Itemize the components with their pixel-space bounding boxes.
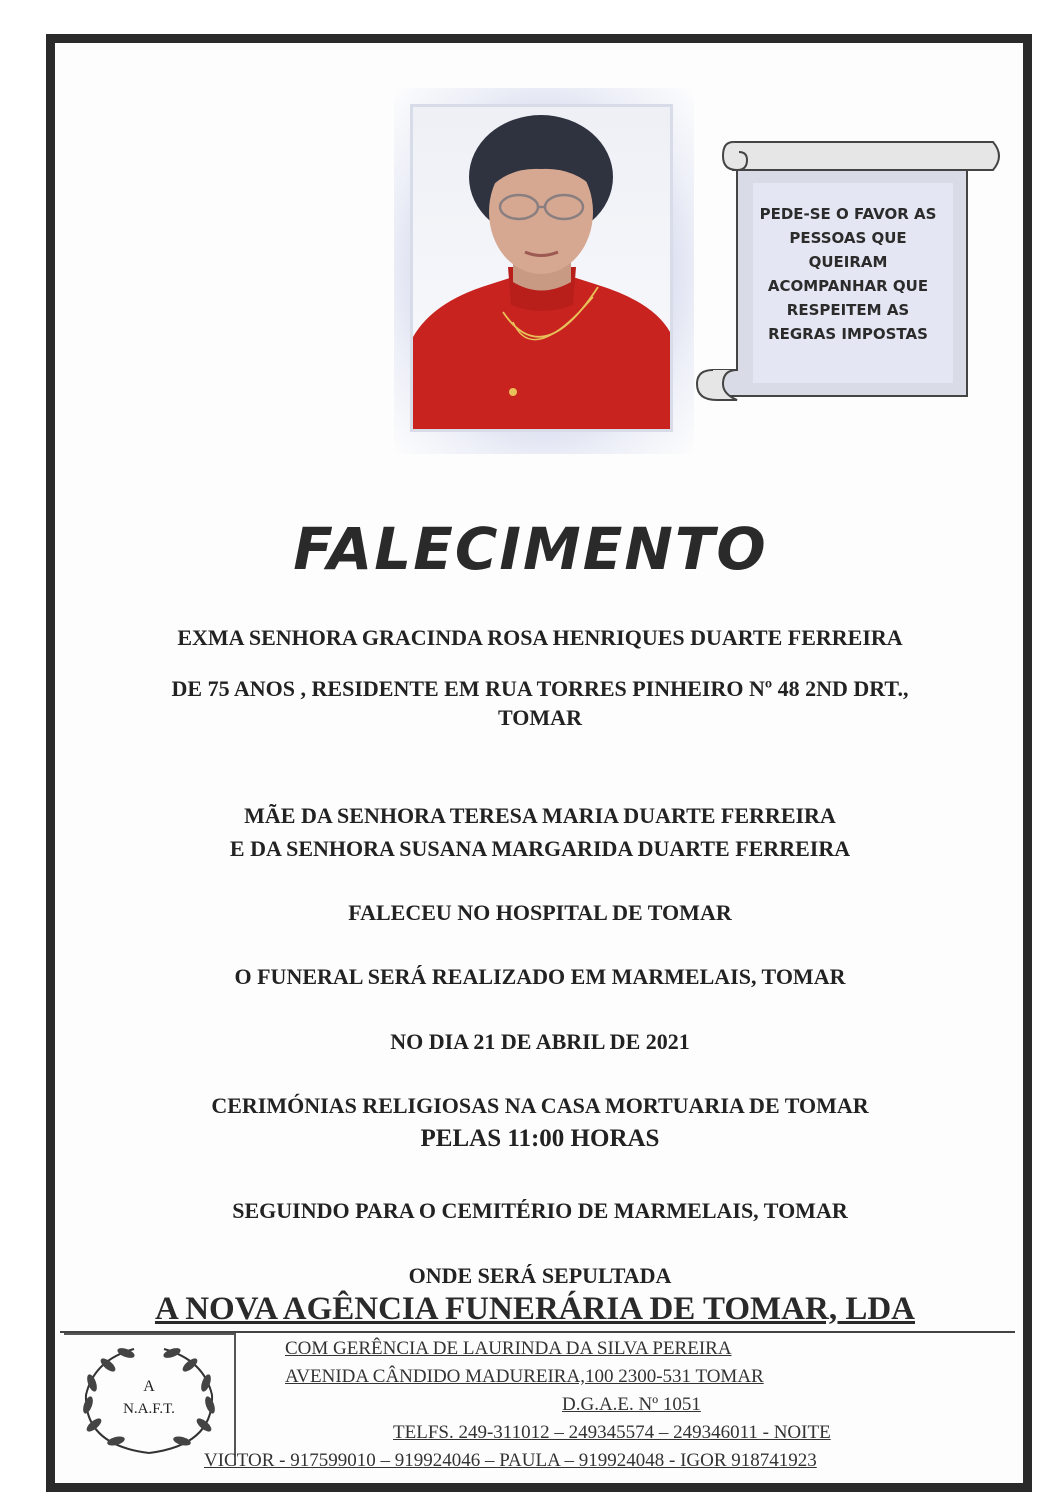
scroll-line: QUEIRAM (808, 253, 888, 271)
town-line: TOMAR (498, 705, 582, 730)
notice-heading: FALECIMENTO (293, 515, 768, 583)
burial-line: ONDE SERÁ SEPULTADA (408, 1263, 672, 1288)
agency-name: A NOVA AGÊNCIA FUNERÁRIA DE TOMAR, LDA (154, 1291, 916, 1327)
scroll-line: PESSOAS QUE (789, 229, 907, 247)
phones-line: TELFS. 249-311012 – 249345574 – 249346011 - NOITE (393, 1422, 831, 1443)
scroll-line: ACOMPANHAR QUE (767, 277, 929, 295)
ceremony-time-line: PELAS 11:00 HORAS (420, 1125, 660, 1152)
contacts-line: VICTOR - 917599010 – 919924046 – PAULA – 919924048 - IGOR 918741923 (204, 1450, 817, 1471)
portrait-illustration (413, 107, 670, 429)
laurel-wreath-icon (64, 1335, 234, 1465)
place-of-death-line: FALECEU NO HOSPITAL DE TOMAR (348, 900, 732, 925)
family-line: E DA SENHORA SUSANA MARGARIDA DUARTE FERREIRA (229, 836, 851, 861)
scroll-line: RESPEITEM AS (786, 301, 910, 319)
funeral-location-line: O FUNERAL SERÁ REALIZADO EM MARMELAIS, TOMAR (234, 964, 846, 989)
manager-line: COM GERÊNCIA DE LAURINDA DA SILVA PEREIRA (285, 1338, 732, 1359)
family-line: MÃE DA SENHORA TERESA MARIA DUARTE FERREIRA (244, 803, 836, 828)
license-line: D.G.A.E. Nº 1051 (562, 1394, 701, 1415)
address-line: AVENIDA CÂNDIDO MADUREIRA,100 2300-531 TOMAR (285, 1366, 764, 1387)
agency-logo (64, 1333, 236, 1465)
scroll-notice-text (748, 202, 948, 346)
scroll-line: PEDE-SE O FAVOR AS (759, 205, 937, 223)
deceased-name-line: EXMA SENHORA GRACINDA ROSA HENRIQUES DUARTE FERREIRA (177, 625, 903, 650)
cemetery-line: SEGUINDO PARA O CEMITÉRIO DE MARMELAIS, TOMAR (232, 1198, 848, 1223)
residence-line: DE 75 ANOS , RESIDENTE EM RUA TORRES PINHEIRO Nº 48 2ND DRT., (171, 676, 909, 701)
funeral-date-line: NO DIA 21 DE ABRIL DE 2021 (390, 1029, 690, 1054)
scroll-line: REGRAS IMPOSTAS (768, 325, 928, 343)
portrait-photo (413, 107, 670, 429)
logo-letter: A (143, 1378, 155, 1395)
logo-acronym: N.A.F.T. (123, 1401, 175, 1417)
ceremony-line: CERIMÓNIAS RELIGIOSAS NA CASA MORTUARIA DE TOMAR (211, 1093, 869, 1118)
